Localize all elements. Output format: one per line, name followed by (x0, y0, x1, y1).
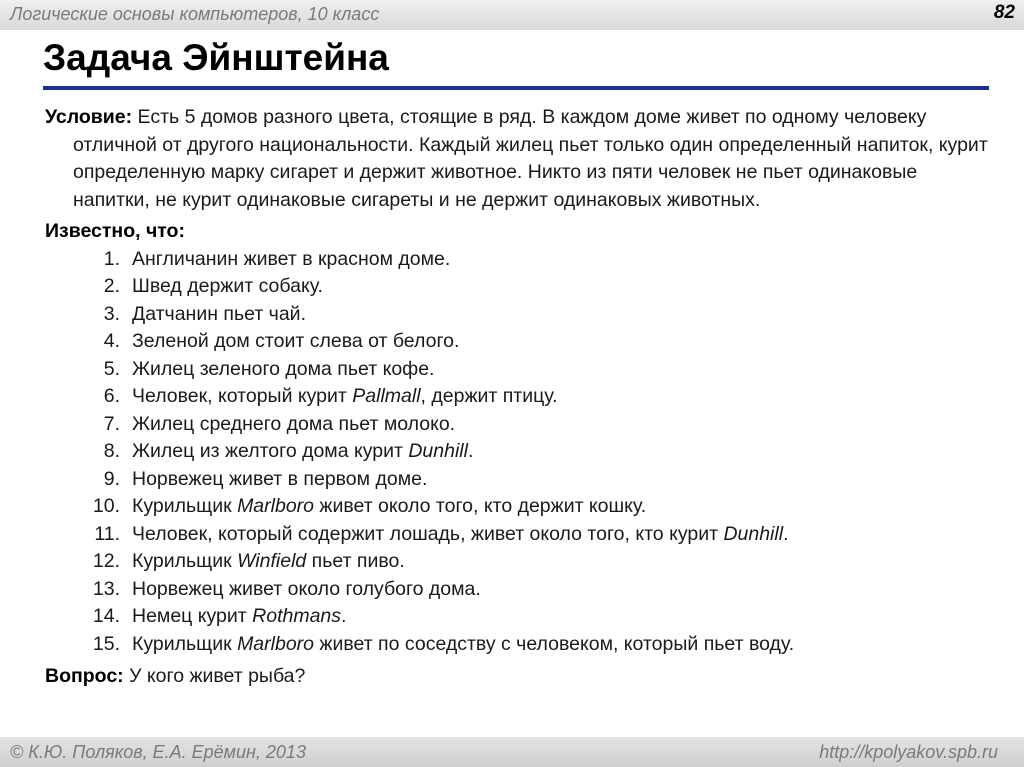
fact-text: Немец курит (132, 605, 253, 627)
fact-text: Норвежец живет около голубого дома. (132, 577, 481, 600)
fact-item (45, 521, 995, 549)
slide-title: Задача Эйнштейна (43, 37, 389, 78)
fact-number: 7. (103, 412, 120, 435)
fact-number: 2. (103, 275, 120, 297)
fact-number: 6. (103, 385, 120, 407)
fact-text-end: живет около того, кто держит кошку. (314, 495, 647, 517)
fact-text-end: . (783, 522, 789, 545)
fact-brand: Winfield (237, 550, 307, 572)
fact-brand: Marlboro (237, 495, 315, 517)
fact-number: 15. (92, 632, 120, 655)
fact-item (45, 631, 995, 659)
fact-text-end: пьет пиво. (306, 550, 405, 572)
fact-brand: Dunhill (408, 440, 468, 462)
fact-number: 9. (103, 467, 120, 490)
fact-brand: Pallmall (352, 385, 421, 407)
fact-text: Швед держит собаку. (132, 275, 323, 297)
fact-text: Курильщик (132, 495, 238, 517)
fact-text: Курильщик (132, 632, 238, 655)
fact-number: 1. (103, 247, 120, 270)
fact-number: 12. (92, 550, 120, 572)
site-url[interactable]: http://kpolyakov.spb.ru (819, 742, 998, 762)
fact-text: Курильщик (132, 550, 238, 572)
fact-item (45, 273, 995, 301)
fact-text: Жилец из желтого дома курит (132, 440, 409, 462)
fact-text: Человек, который курит (132, 385, 353, 407)
slide-content (45, 104, 995, 691)
fact-text-end: . (467, 440, 474, 462)
fact-item (45, 356, 995, 384)
course-title: Логические основы компьютеров, 10 класс (10, 4, 380, 24)
fact-item (45, 576, 995, 604)
header-bar (0, 0, 1024, 30)
copyright-text: © К.Ю. Поляков, Е.А. Ерёмин, 2013 (10, 742, 306, 762)
fact-number: 5. (103, 357, 120, 380)
condition-paragraph (45, 104, 995, 214)
fact-item (45, 548, 995, 576)
condition-text: Есть 5 домов разного цвета, стоящие в ряд. В каждом доме живет по одному человеку отличной от другого национальности. Каждый жилец пьет только один определенный напиток, курит определенную марку сигарет и держит животное. Никто из пяти человек не пьет одинаковые напитки, не курит одинаковые сигареты и не держит одинаковых животных. (73, 106, 988, 211)
fact-brand: Dunhill (723, 522, 784, 545)
fact-number: 13. (92, 577, 120, 600)
fact-text-end: , держит птицу. (420, 385, 558, 407)
fact-number: 8. (103, 440, 120, 462)
fact-item (45, 466, 995, 494)
fact-text: Норвежец живет в первом доме. (132, 467, 428, 490)
fact-text: Жилец зеленого дома пьет кофе. (132, 357, 435, 380)
fact-item (45, 328, 995, 356)
known-heading: Известно, что: (45, 220, 185, 242)
fact-brand: Rothmans (252, 605, 342, 627)
fact-number: 10. (92, 495, 120, 517)
fact-text: Зеленой дом стоит слева от белого. (132, 330, 460, 352)
fact-text: Датчанин пьет чай. (132, 302, 306, 325)
question-paragraph (45, 663, 995, 691)
facts-list (45, 246, 995, 659)
fact-item (45, 438, 995, 466)
fact-item (45, 493, 995, 521)
fact-item (45, 383, 995, 411)
fact-number: 3. (103, 302, 120, 325)
fact-item (45, 246, 995, 274)
question-label: Вопрос: (45, 665, 124, 687)
fact-text-end: . (341, 605, 347, 627)
fact-number: 11. (94, 522, 120, 545)
slide-number: 82 (993, 2, 1015, 23)
fact-item (45, 603, 995, 631)
title-underline (43, 86, 989, 90)
condition-label: Условие: (45, 106, 133, 128)
fact-text-end: живет по соседству с человеком, который пьет воду. (314, 632, 795, 655)
fact-text: Жилец среднего дома пьет молоко. (132, 412, 456, 435)
footer-bar (0, 737, 1024, 767)
fact-brand: Marlboro (237, 632, 315, 655)
fact-item (45, 301, 995, 329)
fact-text: Человек, который содержит лошадь, живет около того, кто курит (132, 522, 724, 545)
fact-item (45, 411, 995, 439)
question-text: У кого живет рыба? (129, 665, 306, 687)
fact-number: 14. (92, 605, 120, 627)
fact-text: Англичанин живет в красном доме. (132, 247, 451, 270)
fact-number: 4. (103, 330, 120, 352)
